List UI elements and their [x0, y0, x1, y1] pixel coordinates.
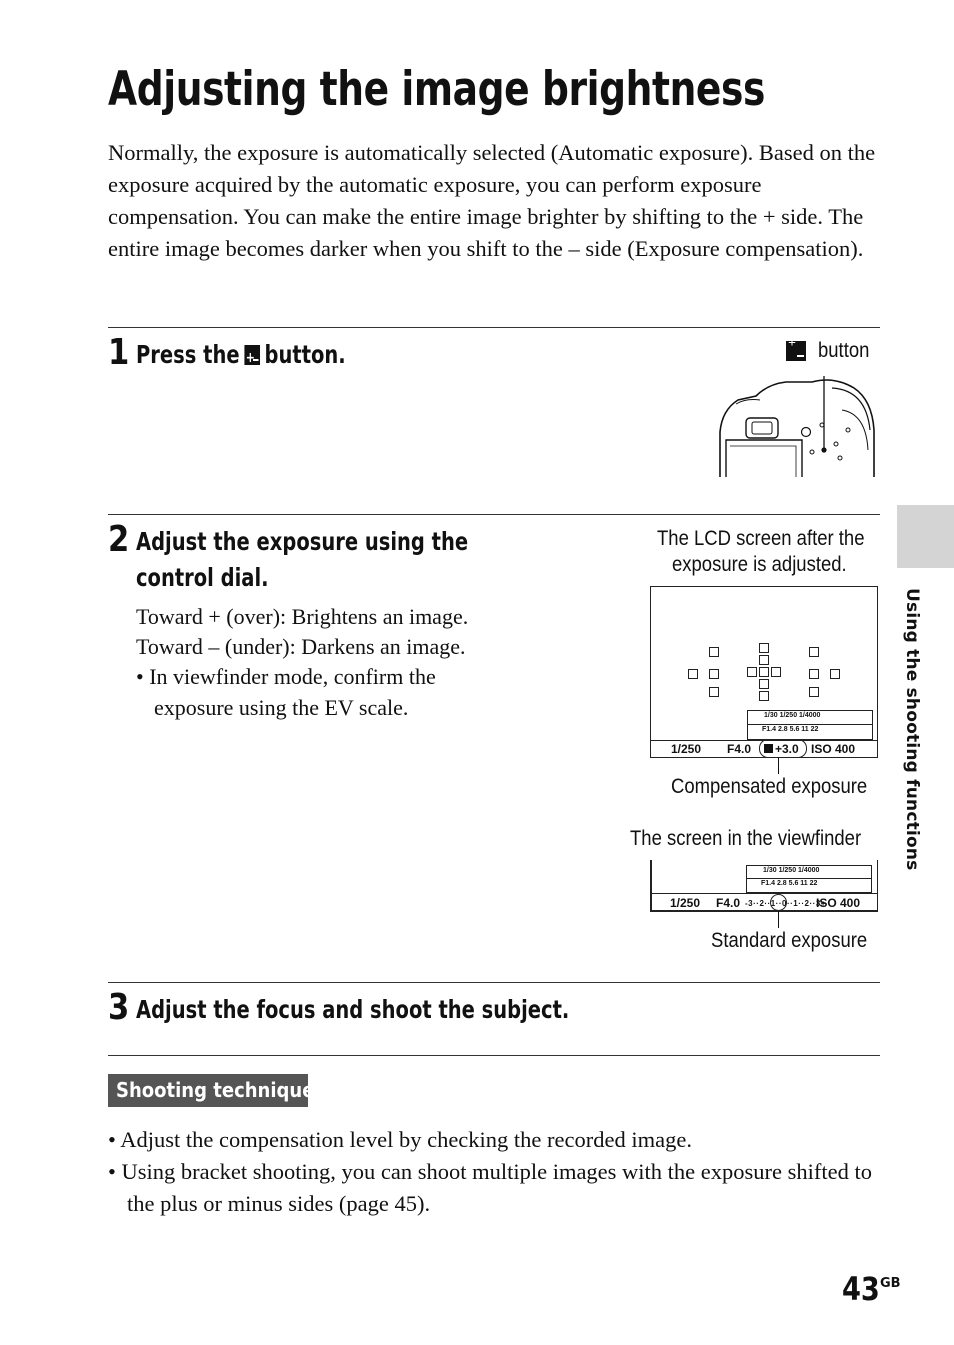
step-title-3: Adjust the focus and shoot the subject. [136, 995, 570, 1024]
standard-exposure-label: Standard exposure [711, 929, 868, 952]
callout-line [778, 757, 779, 774]
exposure-compensation-icon [244, 345, 260, 365]
aperture-scale: F1.4 2.8 5.6 11 22 [761, 880, 818, 887]
af-point [759, 691, 769, 701]
shutter-speed: 1/250 [670, 896, 701, 910]
page-suffix: GB [880, 1276, 901, 1291]
step-title-text: Press the [136, 340, 240, 369]
af-point [709, 669, 719, 679]
ev-scale: -3··2··1··0··1··2··3+ [745, 899, 826, 908]
aperture-value: F4.0 [716, 896, 741, 910]
step-number-2: 2 [108, 519, 130, 560]
divider [108, 327, 880, 328]
divider [108, 982, 880, 983]
viewfinder-scale-box [746, 865, 872, 893]
af-point [771, 667, 781, 677]
list-item: • Adjust the compensation level by checking the recorded image. [108, 1127, 692, 1152]
af-point [759, 667, 769, 677]
aperture-value: F4.0 [727, 742, 752, 756]
standard-exposure-marker [770, 894, 787, 911]
step-number-1: 1 [108, 332, 130, 373]
page-number: 43 [842, 1270, 880, 1308]
af-point [759, 643, 769, 653]
viewfinder-caption: The screen in the viewfinder [630, 827, 862, 850]
section-label [898, 588, 922, 878]
lcd-caption-line-1: The LCD screen after the [657, 527, 865, 550]
step-2-bullet: • In viewfinder mode, confirm the [136, 664, 436, 689]
step-title-2-line-2: control dial. [136, 563, 269, 592]
step-2-text-under: Toward – (under): Darkens an image. [136, 634, 466, 659]
aperture-scale: F1.4 2.8 5.6 11 22 [762, 726, 819, 733]
af-point [709, 687, 719, 697]
divider [108, 1055, 880, 1056]
camera-illustration [716, 370, 881, 480]
divider [108, 514, 880, 515]
af-point [809, 647, 819, 657]
viewfinder-screen [650, 860, 878, 912]
section-tab [897, 505, 954, 568]
af-point [688, 669, 698, 679]
af-point [809, 687, 819, 697]
shutter-scale: 1/30 1/250 1/4000 [764, 712, 821, 719]
tips-list [108, 1124, 888, 1220]
af-point [759, 679, 769, 689]
tips-heading: Shooting techniques [116, 1078, 326, 1102]
af-point [830, 669, 840, 679]
figure-button-label [786, 341, 868, 365]
lcd-caption-line-2: exposure is adjusted. [672, 553, 847, 576]
tips-heading-box [108, 1074, 326, 1107]
exposure-scale-box [747, 710, 873, 740]
iso-value: ISO 400 [816, 896, 861, 910]
intro-paragraph: Normally, the exposure is automatically selected (Automatic exposure). Based on the exposure acquired by the automatic exposure, you can perform exposure compensation. You can make the entire image brighter by shifting to the + side. The entire image becomes darker when you shift to the – side (Exposure compensation). [108, 140, 876, 261]
shutter-speed: 1/250 [671, 742, 702, 756]
step-2-text-over: Toward + (over): Brightens an image. [136, 604, 469, 629]
callout-line [778, 911, 779, 928]
exposure-compensation-icon [786, 341, 806, 361]
compensated-exposure-label: Compensated exposure [671, 775, 868, 798]
af-point [759, 655, 769, 665]
shutter-scale: 1/30 1/250 1/4000 [763, 867, 820, 874]
step-title-1 [136, 337, 346, 373]
compensation-value: +3.0 [775, 742, 799, 756]
step-title-2-line-1: Adjust the exposure using the [136, 527, 469, 556]
af-point [747, 667, 757, 677]
af-point [709, 647, 719, 657]
button-caption: button [818, 339, 870, 362]
step-number-3: 3 [108, 987, 130, 1028]
lcd-screen [650, 586, 878, 758]
exposure-compensation-icon [764, 744, 773, 753]
af-point [809, 669, 819, 679]
iso-value: ISO 400 [811, 742, 856, 756]
page-title: Adjusting the image brightness [108, 62, 765, 117]
step-2-bullet-continued: exposure using the EV scale. [154, 695, 409, 720]
step-title-text: button. [264, 340, 346, 369]
list-item: • Using bracket shooting, you can shoot multiple images with the exposure shifted to the plus or minus sides (page 45). [108, 1159, 873, 1216]
section-label-text: Using the shooting functions [902, 588, 922, 871]
